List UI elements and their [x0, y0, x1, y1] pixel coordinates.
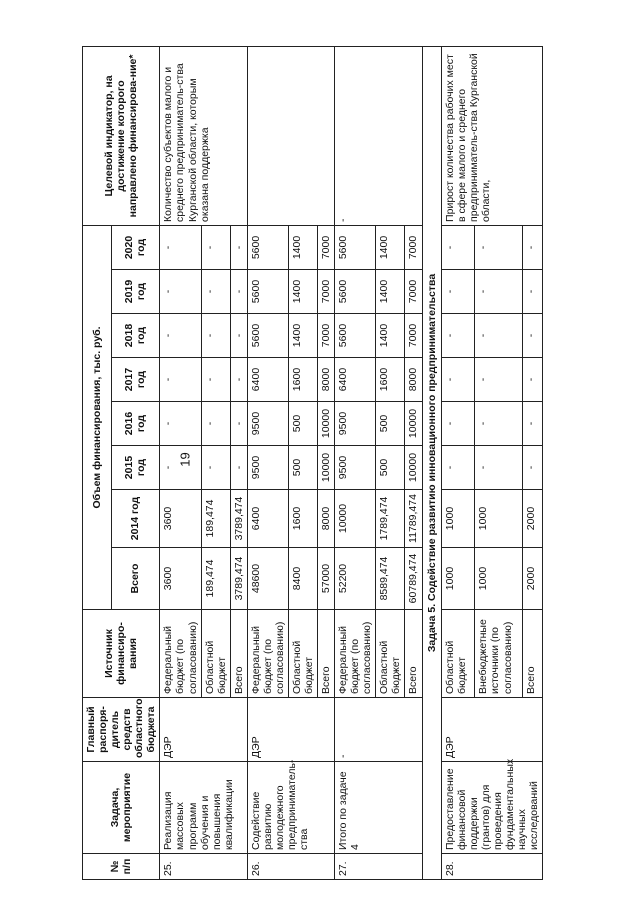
header-row-1: [83, 46, 112, 879]
table-row: [160, 46, 201, 879]
value-cell: 1400: [376, 314, 405, 358]
value-cell: 500: [288, 446, 317, 490]
value-cell: 189,474: [201, 490, 230, 548]
value-cell: 7000: [318, 314, 335, 358]
manager-cell: -: [335, 698, 422, 762]
value-cell: 1400: [376, 270, 405, 314]
value-cell: 1400: [288, 314, 317, 358]
value-cell: 9500: [335, 446, 376, 490]
header-total: Всего: [111, 548, 160, 610]
value-cell: 10000: [318, 446, 335, 490]
value-cell: 10000: [405, 446, 422, 490]
value-cell: -: [523, 225, 543, 269]
value-cell: -: [523, 270, 543, 314]
value-cell: -: [441, 270, 475, 314]
indicator-cell: Прирост количества рабочих мест в сфере малого и среднего предприниматель-ства Курганской области,: [441, 46, 543, 225]
value-cell: 9500: [247, 402, 288, 446]
value-cell: -: [230, 446, 247, 490]
value-cell: 2000: [523, 490, 543, 548]
value-cell: 1600: [288, 358, 317, 402]
header-2015: 2015 год: [111, 446, 160, 490]
value-cell: 500: [376, 402, 405, 446]
row-number: 28.: [441, 854, 543, 880]
source-cell: Федеральный бюджет (по согласованию): [335, 610, 376, 698]
value-cell: 8589,474: [376, 548, 405, 610]
value-cell: -: [160, 402, 201, 446]
value-cell: 5600: [247, 270, 288, 314]
value-cell: 6400: [247, 358, 288, 402]
source-cell: Всего: [318, 610, 335, 698]
header-2020: 2020 год: [111, 225, 160, 269]
value-cell: -: [201, 446, 230, 490]
header-2017: 2017 год: [111, 358, 160, 402]
value-cell: 9500: [335, 402, 376, 446]
value-cell: 2000: [523, 548, 543, 610]
value-cell: 7000: [405, 270, 422, 314]
indicator-cell: -: [335, 46, 422, 225]
value-cell: -: [160, 270, 201, 314]
value-cell: -: [160, 446, 201, 490]
value-cell: 1600: [288, 490, 317, 548]
value-cell: 1000: [441, 490, 475, 548]
header-2019: 2019 год: [111, 270, 160, 314]
value-cell: 7000: [318, 270, 335, 314]
value-cell: 3600: [160, 490, 201, 548]
value-cell: -: [523, 402, 543, 446]
source-cell: Областной бюджет: [288, 610, 317, 698]
section-title: Задача 5. Содействие развитию инновационного предпринимательства: [422, 46, 441, 879]
table-row: [441, 46, 475, 879]
value-cell: 48600: [247, 548, 288, 610]
source-cell: Всего: [523, 610, 543, 698]
value-cell: 5600: [247, 225, 288, 269]
value-cell: 57000: [318, 548, 335, 610]
value-cell: -: [201, 225, 230, 269]
page-number: 19: [177, 452, 193, 467]
rotated-table-page: [82, 53, 588, 880]
value-cell: -: [230, 270, 247, 314]
table-row: [247, 46, 288, 879]
value-cell: -: [230, 225, 247, 269]
value-cell: 9500: [247, 446, 288, 490]
value-cell: 8000: [318, 490, 335, 548]
value-cell: -: [475, 358, 523, 402]
value-cell: 1600: [376, 358, 405, 402]
value-cell: 7000: [318, 225, 335, 269]
value-cell: 1000: [475, 490, 523, 548]
table-row: [335, 46, 376, 879]
manager-cell: ДЭР: [160, 698, 247, 762]
indicator-cell: Количество субъектов малого и среднего предприниматель-ства Курганской области, которым оказана поддержка: [160, 46, 247, 225]
value-cell: -: [160, 314, 201, 358]
value-cell: 8400: [288, 548, 317, 610]
value-cell: 10000: [405, 402, 422, 446]
value-cell: 7000: [405, 314, 422, 358]
task-name: Итого по задаче 4: [335, 762, 422, 854]
source-cell: Федеральный бюджет (по согласованию): [160, 610, 201, 698]
value-cell: 5600: [247, 314, 288, 358]
section-row: [422, 46, 441, 879]
value-cell: -: [475, 446, 523, 490]
value-cell: 500: [376, 446, 405, 490]
value-cell: 8000: [405, 358, 422, 402]
value-cell: 1400: [288, 270, 317, 314]
row-number: 25.: [160, 854, 247, 880]
value-cell: -: [201, 270, 230, 314]
manager-cell: ДЭР: [247, 698, 334, 762]
value-cell: 7000: [405, 225, 422, 269]
source-cell: Областной бюджет: [201, 610, 230, 698]
value-cell: 1400: [288, 225, 317, 269]
value-cell: 8000: [318, 358, 335, 402]
header-task: Задача, мероприятие: [83, 762, 160, 854]
value-cell: 11789,474: [405, 490, 422, 548]
value-cell: -: [201, 358, 230, 402]
value-cell: -: [230, 314, 247, 358]
value-cell: -: [160, 358, 201, 402]
value-cell: -: [441, 402, 475, 446]
value-cell: -: [160, 225, 201, 269]
value-cell: -: [475, 270, 523, 314]
header-2016: 2016 год: [111, 402, 160, 446]
value-cell: 52200: [335, 548, 376, 610]
value-cell: -: [441, 358, 475, 402]
value-cell: 500: [288, 402, 317, 446]
value-cell: 6400: [247, 490, 288, 548]
value-cell: -: [475, 314, 523, 358]
financing-table: [82, 46, 543, 880]
source-cell: Всего: [230, 610, 247, 698]
value-cell: 1000: [475, 548, 523, 610]
value-cell: 10000: [335, 490, 376, 548]
source-cell: Федеральный бюджет (по согласованию): [247, 610, 288, 698]
source-cell: Внебюджетные источники (по согласованию): [475, 610, 523, 698]
value-cell: -: [201, 314, 230, 358]
value-cell: -: [441, 446, 475, 490]
indicator-cell: [247, 46, 334, 225]
value-cell: -: [441, 314, 475, 358]
header-volume-group: Объем финансирования, тыс. руб.: [83, 225, 112, 609]
header-num: № п/п: [83, 854, 160, 880]
value-cell: 10000: [318, 402, 335, 446]
value-cell: -: [201, 402, 230, 446]
value-cell: 5600: [335, 314, 376, 358]
source-cell: Областной бюджет: [376, 610, 405, 698]
task-name: Реализация массовых программ обучения и повышения квалификации: [160, 762, 247, 854]
value-cell: -: [475, 225, 523, 269]
table-body: [160, 46, 543, 879]
header-manager: Главный распоря-дитель средств областного бюджета: [83, 698, 160, 762]
value-cell: 189,474: [201, 548, 230, 610]
value-cell: -: [441, 225, 475, 269]
header-2014: 2014 год: [111, 490, 160, 548]
value-cell: 1000: [441, 548, 475, 610]
value-cell: -: [523, 314, 543, 358]
manager-cell: ДЭР: [441, 698, 543, 762]
value-cell: -: [475, 402, 523, 446]
row-number: 27.: [335, 854, 422, 880]
value-cell: 60789,474: [405, 548, 422, 610]
header-source: Источник финансиро-вания: [83, 610, 160, 698]
value-cell: 5600: [335, 270, 376, 314]
task-name: Предоставление финансовой поддержки (грантов) для проведения фундаментальных научных исследований: [441, 762, 543, 854]
value-cell: 1789,474: [376, 490, 405, 548]
value-cell: 3789,474: [230, 490, 247, 548]
value-cell: -: [523, 358, 543, 402]
source-cell: Областной бюджет: [441, 610, 475, 698]
value-cell: 6400: [335, 358, 376, 402]
row-number: 26.: [247, 854, 334, 880]
value-cell: -: [523, 446, 543, 490]
value-cell: 3789,474: [230, 548, 247, 610]
value-cell: 5600: [335, 225, 376, 269]
source-cell: Всего: [405, 610, 422, 698]
header-indicator: Целевой индикатор, на достижение которого направлено финансирова-ние*: [83, 46, 160, 225]
task-name: Содействие развитию молодежного предприниматель-ства: [247, 762, 334, 854]
value-cell: 3600: [160, 548, 201, 610]
value-cell: 1400: [376, 225, 405, 269]
value-cell: -: [230, 402, 247, 446]
header-2018: 2018 год: [111, 314, 160, 358]
value-cell: -: [230, 358, 247, 402]
